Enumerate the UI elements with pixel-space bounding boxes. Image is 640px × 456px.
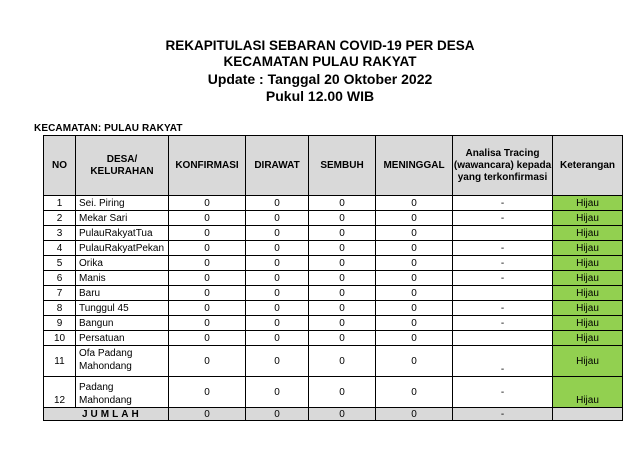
cell-analisa	[453, 286, 553, 301]
cell-dirawat: 0	[246, 301, 309, 316]
cell-analisa: -	[453, 241, 553, 256]
header-konfirmasi: KONFIRMASI	[169, 136, 246, 196]
cell-keterangan: Hijau	[553, 301, 623, 316]
cell-analisa: -	[453, 301, 553, 316]
cell-meninggal: 0	[376, 346, 453, 377]
cell-sembuh: 0	[309, 286, 376, 301]
cell-konfirmasi: 0	[169, 196, 246, 211]
cell-sembuh: 0	[309, 331, 376, 346]
table-row	[44, 226, 623, 241]
cell-no: 11	[44, 346, 76, 377]
cell-sembuh: 0	[309, 211, 376, 226]
cell-meninggal: 0	[376, 331, 453, 346]
cell-keterangan: Hijau	[553, 211, 623, 226]
cell-desa: Persatuan	[76, 331, 169, 346]
cell-dirawat: 0	[246, 377, 309, 408]
cell-konfirmasi: 0	[169, 377, 246, 408]
cell-desa	[76, 346, 169, 377]
cell-konfirmasi: 0	[169, 286, 246, 301]
cell-no: 8	[44, 301, 76, 316]
cell-desa-line1: Padang	[79, 382, 114, 393]
cell-analisa: -	[453, 271, 553, 286]
header-desa: DESA/ KELURAHAN	[76, 136, 169, 196]
cell-sembuh: 0	[309, 241, 376, 256]
covid-recap-table	[43, 135, 623, 421]
cell-dirawat: 0	[246, 316, 309, 331]
header-sembuh: SEMBUH	[309, 136, 376, 196]
table-row	[44, 271, 623, 286]
cell-desa-line2: Mahondang	[79, 395, 132, 406]
cell-konfirmasi: 0	[169, 241, 246, 256]
cell-analisa: -	[453, 256, 553, 271]
table-row	[44, 346, 623, 377]
cell-konfirmasi: 0	[169, 256, 246, 271]
cell-dirawat: 0	[246, 286, 309, 301]
cell-desa: PulauRakyatPekan	[76, 241, 169, 256]
cell-keterangan: Hijau	[553, 271, 623, 286]
table-row	[44, 256, 623, 271]
cell-desa: Mekar Sari	[76, 211, 169, 226]
cell-sembuh: 0	[309, 301, 376, 316]
report-title: REKAPITULASI SEBARAN COVID-19 PER DESA	[165, 38, 475, 53]
cell-sembuh: 0	[309, 271, 376, 286]
cell-konfirmasi: 0	[169, 226, 246, 241]
table-row	[44, 301, 623, 316]
cell-meninggal: 0	[376, 256, 453, 271]
cell-desa-line1: Ofa Padang	[79, 348, 133, 359]
cell-dirawat: 0	[246, 211, 309, 226]
cell-meninggal: 0	[376, 286, 453, 301]
cell-meninggal: 0	[376, 377, 453, 408]
cell-no: 3	[44, 226, 76, 241]
cell-keterangan: Hijau	[553, 316, 623, 331]
cell-dirawat: 0	[246, 331, 309, 346]
header-analisa-tracing: Analisa Tracing (wawancara) kepada yang terkonfirmasi	[453, 136, 553, 196]
cell-analisa: -	[453, 316, 553, 331]
total-konfirmasi: 0	[169, 408, 246, 421]
cell-konfirmasi: 0	[169, 331, 246, 346]
cell-konfirmasi: 0	[169, 271, 246, 286]
total-analisa: -	[453, 408, 553, 421]
cell-desa: Orika	[76, 256, 169, 271]
cell-konfirmasi: 0	[169, 346, 246, 377]
header-meninggal: MENINGGAL	[376, 136, 453, 196]
cell-sembuh: 0	[309, 256, 376, 271]
cell-no: 10	[44, 331, 76, 346]
cell-desa: Bangun	[76, 316, 169, 331]
report-update-time: Pukul 12.00 WIB	[265, 88, 375, 104]
table-row	[44, 331, 623, 346]
cell-meninggal: 0	[376, 271, 453, 286]
total-dirawat: 0	[246, 408, 309, 421]
cell-analisa: -	[453, 211, 553, 226]
cell-sembuh: 0	[309, 346, 376, 377]
kecamatan-label: KECAMATAN: PULAU RAKYAT	[34, 123, 183, 134]
cell-meninggal: 0	[376, 316, 453, 331]
cell-keterangan: Hijau	[553, 196, 623, 211]
cell-keterangan: Hijau	[553, 226, 623, 241]
cell-no: 1	[44, 196, 76, 211]
table-row	[44, 241, 623, 256]
header-no: NO	[44, 136, 76, 196]
cell-meninggal: 0	[376, 301, 453, 316]
cell-keterangan: Hijau	[553, 331, 623, 346]
cell-desa: Manis	[76, 271, 169, 286]
total-label: JUMLAH	[44, 408, 169, 421]
cell-no: 5	[44, 256, 76, 271]
cell-sembuh: 0	[309, 377, 376, 408]
cell-analisa: -	[453, 346, 553, 377]
cell-dirawat: 0	[246, 226, 309, 241]
table-row	[44, 211, 623, 226]
cell-analisa: -	[453, 196, 553, 211]
header-keterangan: Keterangan	[553, 136, 623, 196]
cell-keterangan: Hijau	[553, 377, 623, 408]
cell-desa-line2: Mahondang	[79, 361, 132, 372]
cell-meninggal: 0	[376, 196, 453, 211]
cell-no: 6	[44, 271, 76, 286]
table-row	[44, 286, 623, 301]
cell-dirawat: 0	[246, 271, 309, 286]
cell-meninggal: 0	[376, 211, 453, 226]
cell-desa	[76, 377, 169, 408]
cell-keterangan: Hijau	[553, 346, 623, 377]
cell-analisa: -	[453, 377, 553, 408]
cell-desa: Baru	[76, 286, 169, 301]
cell-no: 2	[44, 211, 76, 226]
table-total-row	[44, 408, 623, 421]
cell-keterangan: Hijau	[553, 286, 623, 301]
report-update-date: Update : Tanggal 20 Oktober 2022	[207, 71, 433, 87]
cell-no: 4	[44, 241, 76, 256]
report-subtitle-kecamatan: KECAMATAN PULAU RAKYAT	[223, 54, 417, 69]
cell-no: 9	[44, 316, 76, 331]
cell-konfirmasi: 0	[169, 211, 246, 226]
cell-konfirmasi: 0	[169, 316, 246, 331]
header-dirawat: DIRAWAT	[246, 136, 309, 196]
cell-keterangan: Hijau	[553, 256, 623, 271]
cell-desa: Sei. Piring	[76, 196, 169, 211]
cell-dirawat: 0	[246, 256, 309, 271]
cell-sembuh: 0	[309, 196, 376, 211]
cell-keterangan: Hijau	[553, 241, 623, 256]
cell-konfirmasi: 0	[169, 301, 246, 316]
cell-dirawat: 0	[246, 346, 309, 377]
total-sembuh: 0	[309, 408, 376, 421]
total-keterangan	[553, 408, 623, 421]
cell-no: 7	[44, 286, 76, 301]
cell-dirawat: 0	[246, 196, 309, 211]
cell-no: 12	[44, 377, 76, 408]
cell-meninggal: 0	[376, 241, 453, 256]
total-meninggal: 0	[376, 408, 453, 421]
table-row	[44, 196, 623, 211]
cell-analisa	[453, 226, 553, 241]
cell-desa: Tunggul 45	[76, 301, 169, 316]
table-header-row	[44, 136, 623, 196]
cell-desa: PulauRakyatTua	[76, 226, 169, 241]
table-row	[44, 316, 623, 331]
cell-sembuh: 0	[309, 226, 376, 241]
cell-meninggal: 0	[376, 226, 453, 241]
table-row	[44, 377, 623, 408]
cell-analisa	[453, 331, 553, 346]
cell-sembuh: 0	[309, 316, 376, 331]
cell-dirawat: 0	[246, 241, 309, 256]
